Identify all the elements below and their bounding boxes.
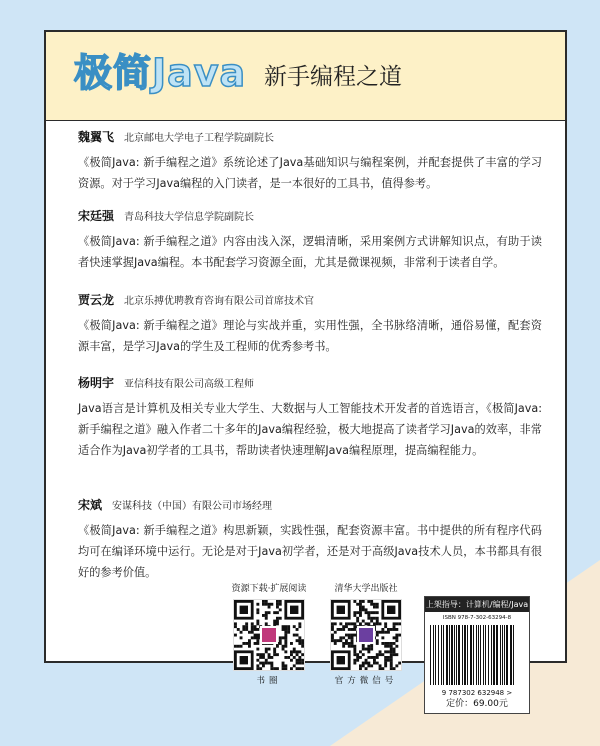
review-5: [78, 497, 542, 583]
reviewer-position: 亚信科技有限公司高级工程师: [124, 379, 255, 390]
reviewer-name: 宋廷强: [78, 209, 115, 223]
review-text: 《极简Java: 新手编程之道》系统论述了Java基础知识与编程案例，并配套提供了丰富的学习资源。对于学习Java编程的入门读者，是一本很好的工具书，值得参考。: [78, 156, 542, 190]
reviewer-name: 宋斌: [78, 498, 103, 512]
review-2: [78, 208, 542, 273]
review-text: 《极简Java: 新手编程之道》构思新颖，实践性强，配套资源丰富。书中提供的所有程序代码均可在编译环境中运行。无论是对于Java初学者，还是对于高级Java技术人员，本书都具有很好的参考价值。: [78, 524, 542, 579]
barcode-digits: 9 787302 632948 >: [441, 689, 513, 697]
book-subtitle: 新手编程之道: [264, 64, 402, 90]
review-3: [78, 292, 542, 357]
review-text: 《极简Java: 新手编程之道》内容由浅入深，逻辑清晰，采用案例方式讲解知识点，有助于读者快速掌握Java编程。本书配套学习资源全面，尤其是微课视频，非常利于读者自学。: [78, 235, 542, 269]
shelving-category: 上架指导：计算机/编程/Java: [425, 597, 529, 612]
isbn-text: ISBN 978-7-302-63294-8: [442, 615, 512, 621]
reviewer-position: 北京乐搏优聘教育咨询有限公司首席技术官: [124, 296, 315, 307]
qr-label: 书圈: [256, 676, 282, 686]
qr-official-wechat: [326, 583, 406, 687]
reviewer-position: 安谋科技（中国）有限公司市场经理: [112, 501, 273, 512]
review-1: [78, 129, 542, 194]
qr-label: 官方微信号: [334, 676, 398, 686]
review-text: Java语言是计算机及相关专业大学生、大数据与人工智能技术开发者的首选语言，《极简Java: 新手编程之道》融入作者二十多年的Java编程经验，极大地提高了读者学习Java的效率，非常适合作为Java初学者的工具书，帮助读者快速理解Java编程原理，提高编程能力。: [78, 402, 542, 457]
qr-resource-download: [229, 583, 309, 687]
price: 定价：69.00元: [446, 699, 508, 709]
reviewer-name: 杨明宇: [78, 376, 115, 390]
qr-caption: 清华大学出版社: [334, 584, 398, 594]
reviewer-name: 魏翼飞: [78, 130, 115, 144]
barcode-icon: [425, 625, 519, 685]
review-card: [44, 30, 567, 663]
reviewer-position: 北京邮电大学电子工程学院副院长: [124, 133, 275, 144]
qr-code-icon[interactable]: [330, 599, 402, 671]
qr-caption: 资源下载·扩展阅读: [231, 584, 307, 594]
book-title: 极简Java: [74, 51, 247, 95]
isbn-barcode-panel: [424, 596, 530, 714]
qr-code-icon[interactable]: [233, 599, 305, 671]
reviewer-position: 青岛科技大学信息学院副院长: [124, 212, 255, 223]
reviewer-name: 贾云龙: [78, 293, 115, 307]
title-banner: [46, 32, 565, 121]
review-text: 《极简Java: 新手编程之道》理论与实战并重，实用性强，全书脉络清晰，通俗易懂，配套资源丰富，是学习Java的学生及工程师的优秀参考书。: [78, 319, 542, 353]
review-4: [78, 375, 542, 461]
